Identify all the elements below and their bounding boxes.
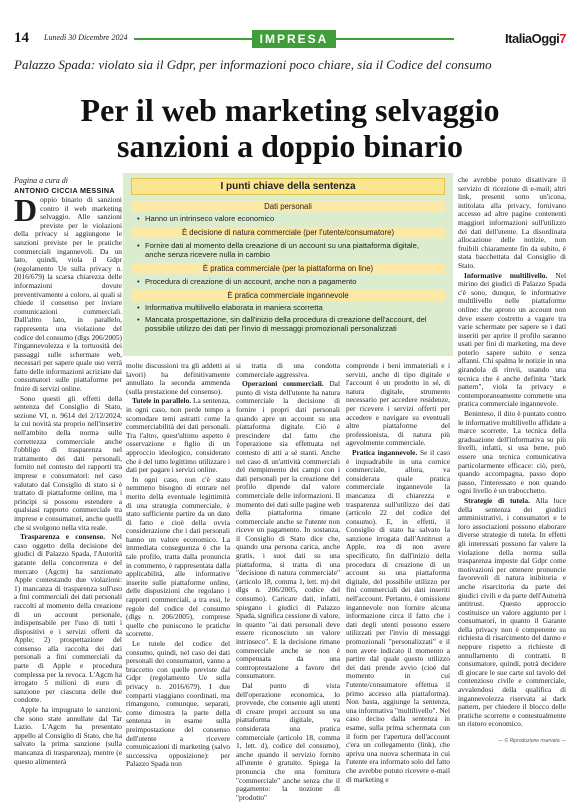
column-5: che avrebbe potuto disattivare il servizio di ricezione di e-mail; altri link, presenti sotto un'icona, intitolata alla privacy, fornivano accesso ad altre pagine contenenti maggiori informazioni sull'utilizzo dei dati dell'utente. La disordinata allocazione delle notizie, non fruibili chiaramente fin da subito, è stata bacchettata dal Consiglio di Stato. Informative multilivello. Nel mirino dei giudici di Palazzo Spada c'è sono, dunque, le informative multilivello nelle piattaforme online: che aprono un account non deve essere costretto a vagare tra varie schermate per sapere se i dati inseriti per aprire il profilo saranno usati per fini di marketing, ma deve poterlo sapere subito e senza affanni. Chi spalma le notizie in una girandola di rinvii, usando una tecnica che è anche definita "dark pattern", viola la privacy e contemporaneamente commette una pratica commerciale ingannevole. Beninteso, il dito è puntato contro le informative multilivello affidate a marce scorrette. La tecnica della graduazione dell'informativa su più livelli, infatti, si usa bene, può essere una tecnica comunicativa particolarmente efficace: ciò, però, quando accompagna, passo dopo passo, l'interessato e non quando ogni livello è un trabocchetto. Strategie di tutela. Alla luce della sentenza dei giudici amministrativi, i consumatori e le loro associazioni possono elaborare diverse strategie di tutela. In effetti gli interessati possono far valere la violazione della norma sulla trasparenza imposte dal Gdpr come motivazioni per ottenere pronuncie favorevoli di natura inibitoria e anche risarcitoria da parte dei giudici civili e da parte dell'Autorità antitrust. Questo approccio costituisce un valore aggiunto per i consumatori, in quanto il Garante della privacy non è competente su richiesta di risarcimento del danno e neppure rispetto a richieste di annullamento di contratti. Il consumatore, quindi, potrà decidere di giocare le sue carte sul tavolo del contenzioso civile e commerciale, avvalendosi della qualifica di ingannevolezza riservata ai dark pattern, per chiedere il blocco delle pratiche scorrette e contestualmente un ristoro economico. <box>458 175 566 729</box>
article-headline: Per il web marketing selvaggio sanzioni a doppio binario <box>80 92 500 164</box>
newspaper-logo: ItaliaOggi7 <box>505 31 566 46</box>
box-item: • Procedura di creazione di un account, anche non a pagamento <box>137 278 441 287</box>
author-name: ANTONIO CICCIA MESSINA <box>14 186 115 195</box>
box-title: I punti chiave della sentenza <box>131 178 445 195</box>
box-item: • Mancata prospettazione, sin dall'inizio della procedura di creazione dell'account, del possibile utilizzo dei dati per l'invio di messaggi promozionali personalizzati <box>137 316 441 334</box>
box-band: È decisione di natura commerciale (per l'utente/consumatore) <box>131 227 445 238</box>
column-1: Doppio binario di sanzioni contro il web marketing selvaggio. Alle sanzioni previste per le violazioni della privacy si aggiungone le sanzioni previste per le pratiche commerciali ingannevoli. Da un lato, quindi, viola il Gdpr (regolamento Ue sulla privacy n. 2016/679) la scarsa chiarezza delle informazioni dovute preventivamente a coloro, ai quali si chiede il consenso per inviare comunicazioni commerciali. Dall'altro lato, in parallelo, rappresenta una violazione del codice del consumo (dlgs 206/2005) l'ingannevolezza e la tortuosità dei passaggi sulle schermate web, necessari per sapere quale uso verrà fatto delle informazioni acriziate dai consumatori sulle piattaforme per fruire di servizi online. Sono questi gli effetti della sentenza del Consiglio di Stato, sezione VI, n. 9614 del 2/12/2024, la cui novità sta proprio nell'inserire nell'ambito della norma sulle correttezza commerciale anche l'obbligo di trasparenza nel trattamento dei dati personali, fornito nel contesto del rapporti tra imprese e consumatori: nel caso valutato dal Consiglio di stato si è trattato di piattaforme online, ma i principi si possono estendere a qualsiasi rapporto commerciale tra imprese e consumatori, anche quelli che si svolgono nella vita reale. Trasparenza e consenso. Nel caso oggetto della decisione dei giudici di Palazzo Spada, l'Autorità garante della concorrenza e del mercato (Agcm) ha sanzionato Apple contestando due violazioni: 1) mancanza di trasparenza sull'uso a fini commerciali dei dati personali raccolti al momento della creazione di un account personale, indispensabile per l'uso di tutti i dispositivi e i servizi offerti da Apple; 2) prospettazione del consenso alla raccolta dei dati personali a fini commerciali da parte di Apple e procedura complessa per la revoca. L'Agcm ha irrogato 5 milioni di euro di sanzione per ciascuna delle due condotte. Apple ha impugnato le sanzioni, che sono state annullate dal Tar Lazio. L'Agcm ha presentato appello al Consiglio di Stato, che ha salvato la prima sanzione (sulla mancanza di trasparenza), mentre (e questo alimenterà <box>14 192 122 766</box>
column-2: molte discussioni tra gli addetti ai lavori) ha definitivamente annullato la seconda ammenda (sulla prestazione del consenso). Tutele in parallelo. La sentenza, in ogni caso, non perde tempo a scomodare temi astratti come la commerciabilità dei dati personali. Tra l'altro, quest'ultimo aspetto è osservazione e figlio di un approccio ideologico, considerato che è del tutto legittimo utilizzare i dati per pagare i servizi online. In ogni caso, non c'è stato nemmeno bisogno di entrare nel merito della eventuale legittimità di una strategia commerciale, è stato sufficiente partire da un dato di fatto e cioè della ovvia considerazione che i dati personali hanno un valore economico. La immediata conseguenza è che la tale profilo, tratta dalla pronuncia in commento, è rappresentata dalla applicabilità, alle informative inserite sulle piattaforme online, delle disposizioni che regolano i rapporti commerciali, a tra essi, le regole del codice del consumo (dlgs n. 206/2005), comprese quelle che puniscono le pratiche scorrette. Le tutele del codice del consumo, quindi, nel caso dei dati personali dei consumatori, vanno a braccetto con quelle previste dal Gdpr (regolamento Ue sulla privacy n. 2016/679). I due comparti viaggiano coordinati, ma rimangono, comunque, separati, come dimostra la parte della sentenza in esame sulla preimpostazione del consenso dell'utente a ricevere comunicazioni di marketing (salvo successiva opposizione): per Palazzo Spada non <box>126 361 230 769</box>
copyright-note: — © Riproduzione riservata — <box>498 738 566 744</box>
box-band: È pratica commerciale (per la piattaforma on line) <box>131 263 445 274</box>
column-4: comprende i beni immateriali e i servizi, anche di tipo digitale e l'account è un prodotto in sé, di natura digitale, strumento necessario per accedere residenze, per ricevere i servizi offerti per accedere e navigare su eventuali altre piattaforme del professionista, di natura più agevolmente commerciale. Pratica ingannevole. Se il caso è inquadrabile in una cornice commerciale, allora, va considerata quale pratica commerciale ingannevole la mancanza di chiarezza e trasparenza sull'utilizzo dei dati (articolo 22 del codice del consumo). E, in effetti, il Consiglio di stato ha salvato la sanzione irrogata dall'Antitrust a Apple, rea di non avere specificato, fin dall'inizio della procedura di creazione di un account su una piattaforma digitale, del possibile utilizzo per fini commerciali dei dati inseriti nell'account. Pertanto, è omissione ingannevole non fornire alcuna informazione circa il fatto che i dati degli utenti possono essere utilizzati per l'invio di messaggi promozionali "personalizzati" e il non avere indicato il momento a partire dal quale questo utilizzo dei dati prende avvio (cioè dal momento in cui l'utente/consumatore effettua il primo accesso alla piattaforma). Non basta, aggiunge la sentenza, una informativa "multilivello". Nel caso deciso dalla sentenza in esame, sulla prima schermata con il form per l'apertura dell'account c'era un collegamento (link), che apriva una nuova schermata in cui l'utente era informato solo del fatto che avrebbe potuto ricevere e-mail di marketing e <box>346 361 450 784</box>
box-item: • Hanno un intrinseco valore economico <box>137 215 441 224</box>
drop-cap: D <box>14 192 38 228</box>
article-kicker: Palazzo Spada: violato sia il Gdpr, per informazioni poco chiare, sia il Codice del consumo <box>14 57 492 72</box>
column-3: si tratta di una condotta commerciale aggressiva. Operazioni commerciali. Dal punto di vista dell'utente ha natura commerciale la decisione di fornire i propri dati personali quando apre un account su una piattaforma digitale. Ciò è prescindere dal fatto che l'operazione sia effettuata nel contesto di atti a sé stanti. Anche nel caso di un'attività commerciali del riempimento dei campi con i dati personali per la creazione del profilo dipende dal valore commerciale delle informazioni. Il momento dei dati sulle pagine web della piattaforma rimane commerciale anche se l'utente non riceve un pagamento. In sostanza, il Consiglio di Stato dice che, quando una persona carica, anche gratis, i suoi dati su una piattaforma, si tratta di una "decisione di natura commerciale" (articolo 18, comma 1, lett. m) del dlgs n. 206/2005, codice del consumo). Caricare dati, infatti, spiegano i giudici di Palazzo Spada, significa cessione di valore, in quanto "ai dati personali deve essere riconosciuto un valore intrinseco". E la decisione rimane commerciale anche se non è compensata da una controprestazione a favore del consumatore. Dal punto di vista dell'operazione economica, lo provvede, che consente agli utenti di creare propri account su una piattaforma digitale, va considerata una pratica commerciale (articolo 18, comma 1, lett. d), codice del consumo), anche quando il servizio fornito all'utente è gratuito. Spiega la pronuncia che una fornitura "commerciale" anche senza che il pagamento: la nozione di "prodotto" <box>236 361 340 802</box>
box-band: È pratica commerciale ingannevole <box>131 290 445 301</box>
page-header <box>14 30 566 50</box>
box-band: Dati personali <box>131 201 445 212</box>
page-number: 14 <box>14 30 29 46</box>
box-item: • Fornire dati al momento della creazione di un account su una piattaforma digitale, anche senza ricevere nulla in cambio <box>137 242 441 260</box>
issue-date: Lunedì 30 Dicembre 2024 <box>44 33 128 42</box>
box-item: • Informativa multilivello elaborata in maniera scorretta <box>137 304 441 313</box>
key-points-box <box>123 173 453 356</box>
byline: Pagina a cura di ANTONIO CICCIA MESSINA <box>14 176 122 195</box>
section-label: IMPRESA <box>252 30 336 48</box>
